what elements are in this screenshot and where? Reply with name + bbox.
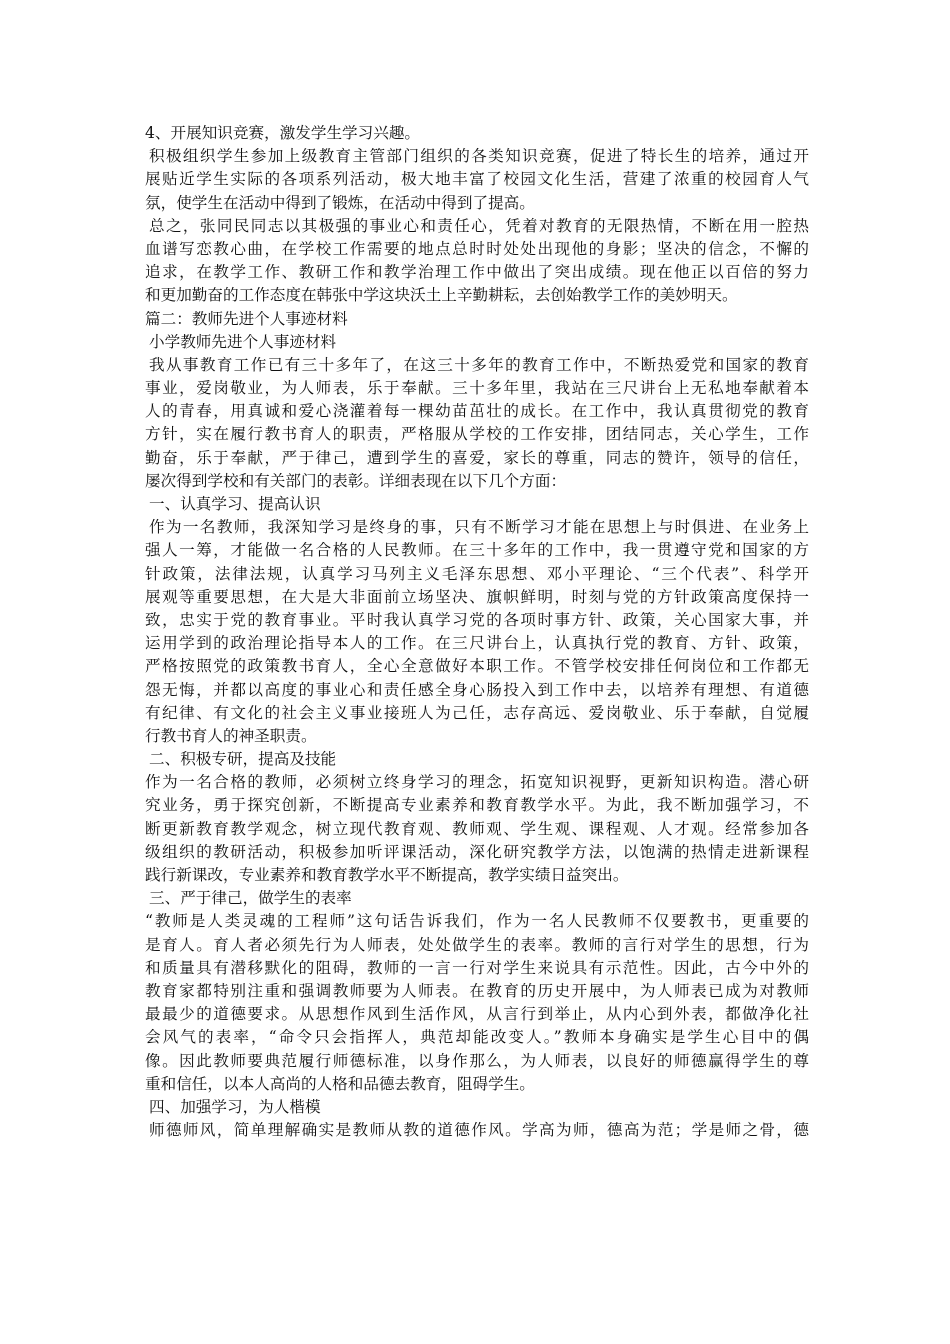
text-line: 和更加勤奋的工作态度在韩张中学这块沃土上辛勤耕耘，去创始教学工作的美妙明天。 (145, 286, 738, 305)
text-line: 勤奋，乐于奉献，严于律己，遭到学生的喜爱，家长的尊重，同志的赞许，领导的信任， (145, 448, 809, 467)
text-line: 四、加强学习，为人楷模 (149, 1097, 321, 1116)
text-line: 最最少的道德要求。从思想作风到生活作风，从言行到举止，从内心到外表，都做净化社 (145, 1005, 809, 1024)
text-line: 4、开展知识竞赛，激发学生学习兴趣。 (145, 124, 421, 142)
text-line: 强人一筹，才能做一名合格的人民教师。在三十多年的工作中，我一贯遵守党和国家的方 (145, 541, 809, 560)
text-line: 篇二：教师先进个人事迹材料 (145, 309, 348, 328)
text-line: 二、积极专研，提高及技能 (149, 750, 337, 769)
text-line: 运用学到的政治理论指导本人的工作。在三尺讲台上，认真执行党的教育、方针、政策， (145, 634, 809, 653)
text-line: 展观等重要思想，在大是大非面前立场坚决、旗帜鲜明，时刻与党的方针政策高度保持一 (145, 587, 809, 606)
text-line: 怨无悔，并都以高度的事业心和责任感全身心肠投入到工作中去，以培养有理想、有道德 (145, 680, 809, 699)
text-line: 师德师风，简单理解确实是教师从教的道德作风。学高为师，德高为范；学是师之骨，德 (149, 1121, 809, 1140)
text-line: 血谱写恋教心曲，在学校工作需要的地点总时时处处出现他的身影；坚决的信念，不懈的 (145, 239, 809, 258)
text-line: 屡次得到学校和有关部门的表彰。详细表现在以下几个方面： (145, 471, 567, 490)
text-line: 作为一名合格的教师，必须树立终身学习的理念，拓宽知识视野，更新知识构造。潜心研 (145, 773, 809, 792)
text-line: 严格按照党的政策教书育人，全心全意做好本职工作。不管学校安排任何岗位和工作都无 (145, 657, 809, 676)
text-line: 践行新课改，专业素养和教育教学水平不断提高，教学实绩日益突出。 (145, 866, 629, 884)
text-line: 是育人。育人者必须先行为人师表，处处做学生的表率。教师的言行对学生的思想，行为 (145, 935, 809, 954)
text-line: 究业务，勇于探究创新，不断提高专业素养和教育教学水平。为此，我不断加强学习，不 (145, 796, 809, 815)
text-line: 方针，实在履行教书育人的职责，严格服从学校的工作安排，团结同志，关心学生，工作 (145, 425, 809, 444)
text-line: 重和信任，以本人高尚的人格和品德去教育，阻碍学生。 (145, 1074, 535, 1093)
text-line: 人的青春，用真诚和爱心浇灌着每一棵幼苗茁壮的成长。在工作中，我认真贯彻党的教育 (145, 402, 809, 421)
text-line: 总之，张同民同志以其极强的事业心和责任心，凭着对教育的无限热情，不断在用一腔热 (149, 216, 809, 235)
text-line: 和质量具有潜移默化的阻碍，教师的一言一行对学生来说具有示范性。因此，古今中外的 (145, 958, 809, 977)
document-body (145, 122, 809, 1142)
text-line: 针政策，法律法规，认真学习马列主义毛泽东思想、邓小平理论、“三个代表”、科学开 (145, 564, 809, 583)
text-line: 积极组织学生参加上级教育主管部门组织的各类知识竞赛，促进了特长生的培养，通过开 (149, 147, 809, 166)
text-line: 我从事教育工作已有三十多年了，在这三十多年的教育工作中，不断热爱党和国家的教育 (149, 355, 809, 374)
text-line: 行教书育人的神圣职责。 (145, 726, 317, 745)
text-line: 像。因此教师要典范履行师德标准，以身作那么，为人师表，以良好的师德赢得学生的尊 (145, 1051, 809, 1070)
text-line: 三、严于律己，做学生的表率 (149, 889, 352, 908)
text-line: 一、认真学习、提高认识 (149, 495, 321, 513)
text-line: 氛，使学生在活动中得到了锻炼，在活动中得到了提高。 (145, 193, 535, 212)
text-line: 追求，在教学工作、教研工作和教学治理工作中做出了突出成绩。现在他正以百倍的努力 (145, 263, 809, 282)
text-line: 作为一名教师，我深知学习是终身的事，只有不断学习才能在思想上与时俱进、在业务上 (149, 518, 809, 537)
text-line: 教育家都特别注重和强调教师要为人师表。在教育的历史开展中，为人师表已成为对教师 (145, 981, 809, 1000)
text-line: 展贴近学生实际的各项系列活动，极大地丰富了校园文化生活，营建了浓重的校园育人气 (145, 170, 809, 189)
text-line: 致，忠实于党的教育事业。平时我认真学习党的各项时事方针、政策，关心国家大事，并 (145, 610, 809, 629)
text-line: 事业，爱岗敬业，为人师表，乐于奉献。三十多年里，我站在三尺讲台上无私地奉献着本 (145, 379, 809, 398)
text-line: 小学教师先进个人事迹材料 (149, 332, 337, 351)
text-line: 级组织的教研活动，积极参加听评课活动，深化研究教学方法，以饱满的热情走进新课程 (145, 842, 809, 861)
text-line: 有纪律、有文化的社会主义事业接班人为己任，志存高远、爱岗敬业、乐于奉献，自觉履 (145, 703, 809, 722)
text-line: 断更新教育教学观念，树立现代教育观、教师观、学生观、课程观、人才观。经常参加各 (145, 819, 809, 838)
text-line: 会风气的表率，“命令只会指挥人，典范却能改变人。”教师本身确实是学生心目中的偶 (145, 1028, 809, 1047)
text-line: “教师是人类灵魂的工程师”这句话告诉我们，作为一名人民教师不仅要教书，更重要的 (145, 912, 809, 931)
